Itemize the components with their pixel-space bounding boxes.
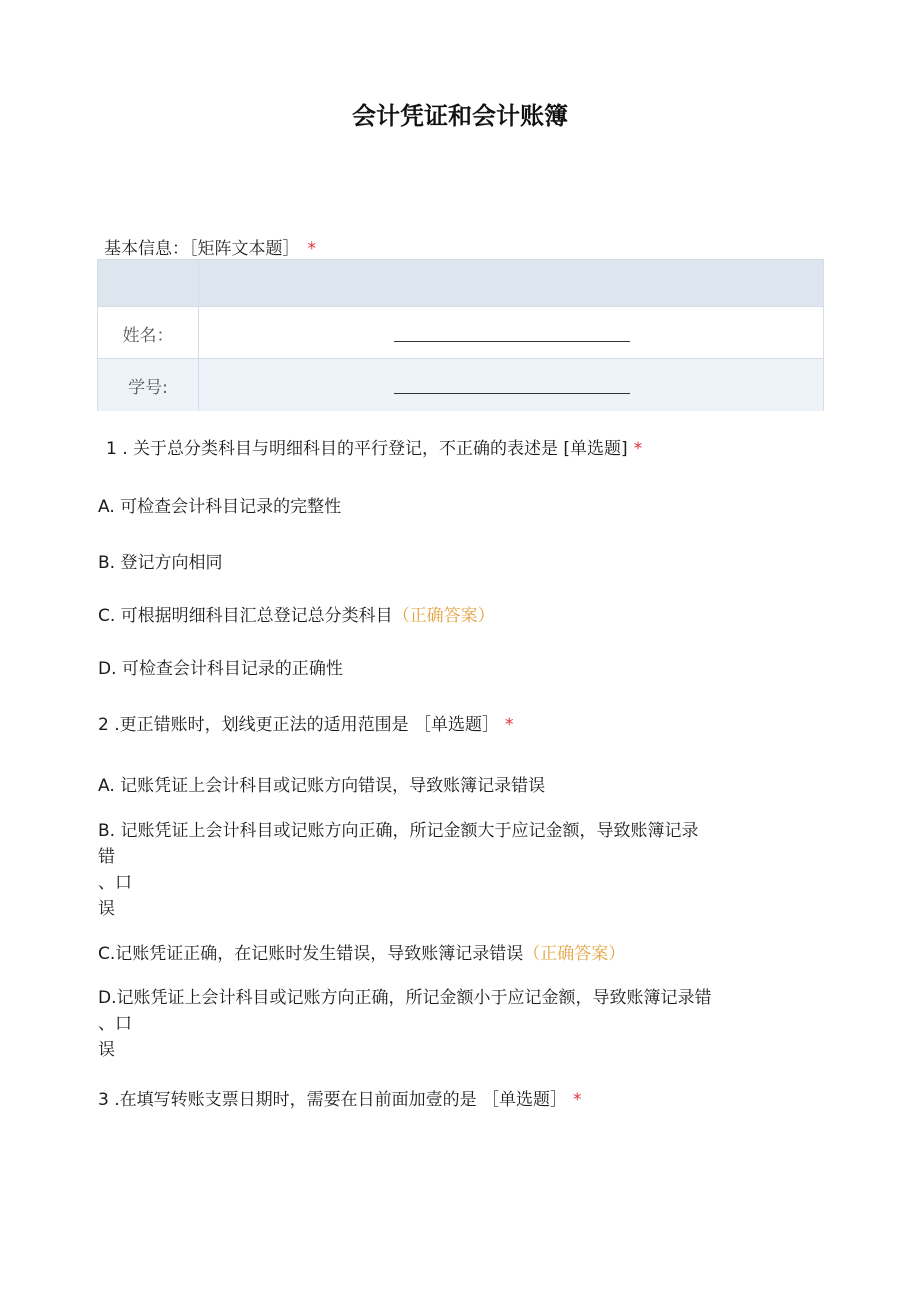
question-2-text: 2 .更正错账时，划线更正法的适用范围是 ［单选题］	[98, 715, 500, 735]
q1-option-b[interactable]	[98, 548, 222, 573]
option-text: C. 可根据明细科目汇总登记总分类科目	[98, 606, 393, 626]
correct-answer-tag: （正确答案）	[523, 944, 626, 964]
q2-option-c[interactable]	[98, 939, 625, 964]
student-id-label: 学号:	[128, 378, 168, 398]
option-text-wrap: 误	[98, 899, 115, 919]
name-label: 姓名：	[122, 326, 174, 346]
option-text-wrap: 、口	[98, 873, 132, 893]
q2-option-b[interactable]	[98, 818, 698, 922]
page-title: 会计凭证和会计账簿	[352, 102, 568, 130]
required-star: *	[307, 239, 316, 259]
option-text: B. 登记方向相同	[98, 553, 223, 573]
correct-answer-tag: （正确答案）	[392, 606, 495, 626]
required-star: *	[505, 715, 514, 735]
question-1	[106, 434, 642, 459]
required-star: *	[633, 439, 643, 459]
option-text: B. 记账凭证上会计科目或记账方向正确，所记金额大于应记金额，导致账簿记录	[98, 821, 699, 841]
required-star: *	[573, 1090, 582, 1110]
q2-option-a[interactable]	[98, 771, 545, 796]
option-text: C.记账凭证正确，在记账时发生错误，导致账簿记录错误	[98, 944, 524, 964]
option-text-wrap: 错	[98, 847, 115, 867]
question-3-text: 3 .在填写转账支票日期时，需要在日前面加壹的是 ［单选题］	[98, 1090, 568, 1110]
option-text-wrap: 、口	[98, 1014, 132, 1034]
q1-option-d[interactable]	[98, 654, 343, 679]
question-3	[98, 1085, 582, 1110]
name-input[interactable]	[394, 341, 630, 342]
matrix-row-student-id	[98, 358, 823, 411]
option-text: D. 可检查会计科目记录的正确性	[98, 659, 343, 679]
option-text: A. 记账凭证上会计科目或记账方向错误，导致账簿记录错误	[98, 776, 546, 796]
q1-option-c[interactable]	[98, 601, 495, 626]
question-2	[98, 710, 514, 735]
matrix-header-row	[98, 260, 823, 306]
matrix-table	[97, 259, 824, 411]
option-text: A. 可检查会计科目记录的完整性	[98, 497, 342, 517]
basic-info-title: 基本信息：［矩阵文本题］	[104, 239, 300, 259]
student-id-input[interactable]	[394, 393, 630, 394]
option-text: D.记账凭证上会计科目或记账方向正确，所记金额小于应记金额，导致账簿记录错	[98, 988, 712, 1008]
basic-info-label	[104, 234, 316, 259]
q1-option-a[interactable]	[98, 492, 341, 517]
q2-option-d[interactable]	[98, 985, 712, 1063]
question-1-text: 1 . 关于总分类科目与明细科目的平行登记，不正确的表述是 [单选题]	[106, 439, 628, 459]
option-text-wrap: 误	[98, 1040, 115, 1060]
matrix-row-name	[98, 306, 823, 359]
